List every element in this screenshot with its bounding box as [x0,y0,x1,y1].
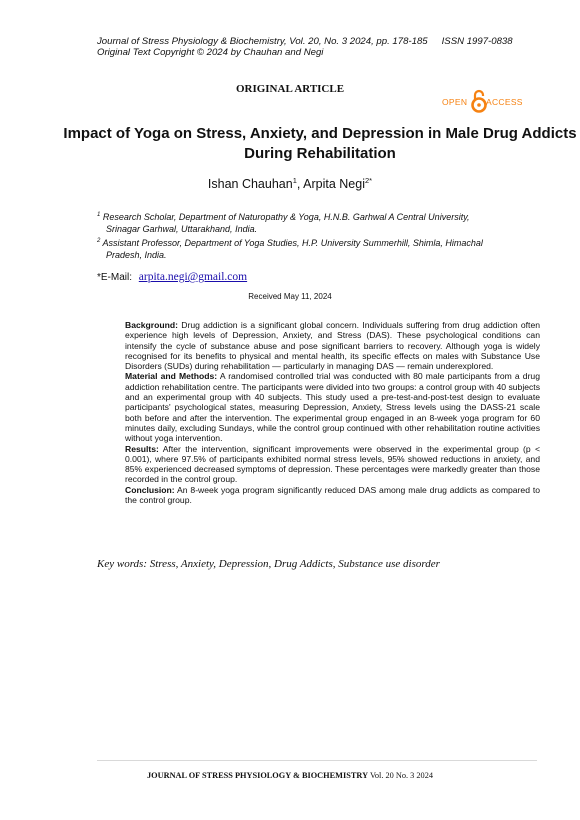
abstract-section-label: Background: [125,320,178,330]
open-access-word-open: OPEN [442,97,468,107]
issn: ISSN 1997-0838 [441,36,513,47]
abstract-methods [125,371,540,443]
journal-citation: Journal of Stress Physiology & Biochemistry, Vol. 20, No. 3 2024, pp. 178-185 [97,36,428,47]
author-separator: , [296,177,301,192]
email-link[interactable]: arpita.negi@gmail.com [138,271,248,283]
author-affiliation-mark: 2* [365,176,373,185]
article-type-label: ORIGINAL ARTICLE [235,83,345,95]
affiliation-line: Assistant Professor, Department of Yoga Studies, H.P. University Summerhill, Shimla, Himachal [102,238,483,248]
page-footer [0,771,580,780]
abstract-section-label: Results: [125,443,159,454]
corresponding-email [97,271,247,283]
email-label: *E-Mail: [97,272,133,283]
footer-issue: Vol. 20 No. 3 2024 [368,771,433,780]
abstract-section-text: After the intervention, significant improvements were observed in the experimental group (p < 0.001), where 97.5% of participants exhibited normal stress levels, 95% showed reductions in anxiety, and 85% experienced decreased symptoms of depression. These percentages were markedly greater than those recorded in the control group. [125,443,540,485]
abstract-conclusion [125,485,540,506]
author-list [0,176,580,191]
affiliation-number: 2 [97,238,101,244]
affiliation [97,235,517,261]
keywords: Key words: Stress, Anxiety, Depression, Drug Addicts, Substance use disorder [97,558,440,570]
abstract-results [125,444,540,485]
abstract-section-text: Drug addiction is a significant global concern. Individuals suffering from drug addiction often experience high levels of Depression, Anxiety, and Stress (DAS). These psychological conditions can intensify the cycle of substance abuse and pose significant barriers to recovery. Although yoga is widely recognised for its benefits to physical and mental health, its specific effects on males with Substance Use Disorders (SUDs) during rehabilitation — particularly in managing DAS — remain underexplored. [125,320,540,372]
author-affiliation-mark: 1 [292,176,297,185]
author-name: Arpita Negi [303,177,365,192]
abstract [125,320,540,505]
abstract-background [125,320,540,371]
affiliation-number: 1 [97,212,101,218]
abstract-section-text: A randomised controlled trial was conducted with 80 male participants from a drug addiction rehabilitation centre. The participants were divided into two groups: a control group with 40 subjects and an experimental group with 40 subjects. This study used a pre-test-and-post-test design to evaluate participants' psychological states, measuring Depression, Anxiety, Stress levels using the DASS-21 scale both before and after the intervention. The experimental group engaged in an 8-week yoga program for 60 minutes daily, excluding Sundays, while the control group continued with other rehabilitation routine activities without yoga intervention. [125,371,540,444]
affiliation-line: Research Scholar, Department of Naturopathy & Yoga, H.N.B. Garhwal A Central University, [102,212,470,222]
open-access-badge [442,89,534,113]
affiliation-line: Srinagar Garhwal, Uttarakhand, India. [106,224,258,234]
footer-divider [97,760,537,761]
affiliation-line: Pradesh, India. [106,250,167,260]
copyright-notice: Original Text Copyright © 2024 by Chauhan and Negi [97,47,324,58]
open-access-lock-icon [471,89,487,113]
open-access-word-access: ACCESS [486,97,523,107]
footer-journal-name: JOURNAL OF STRESS PHYSIOLOGY & BIOCHEMISTRY [146,771,369,780]
abstract-section-label: Material and Methods: [125,371,218,382]
affiliation [97,209,517,235]
abstract-section-text: An 8-week yoga program significantly reduced DAS among male drug addicts as compared to the control group. [125,484,540,506]
received-date: Received May 11, 2024 [248,292,332,301]
article-title: Impact of Yoga on Stress, Anxiety, and Depression in Male Drug Addicts During Rehabilitation [63,125,577,162]
abstract-section-label: Conclusion: [125,484,175,495]
journal-citation-line [97,36,513,47]
author-name: Ishan Chauhan [207,177,293,192]
